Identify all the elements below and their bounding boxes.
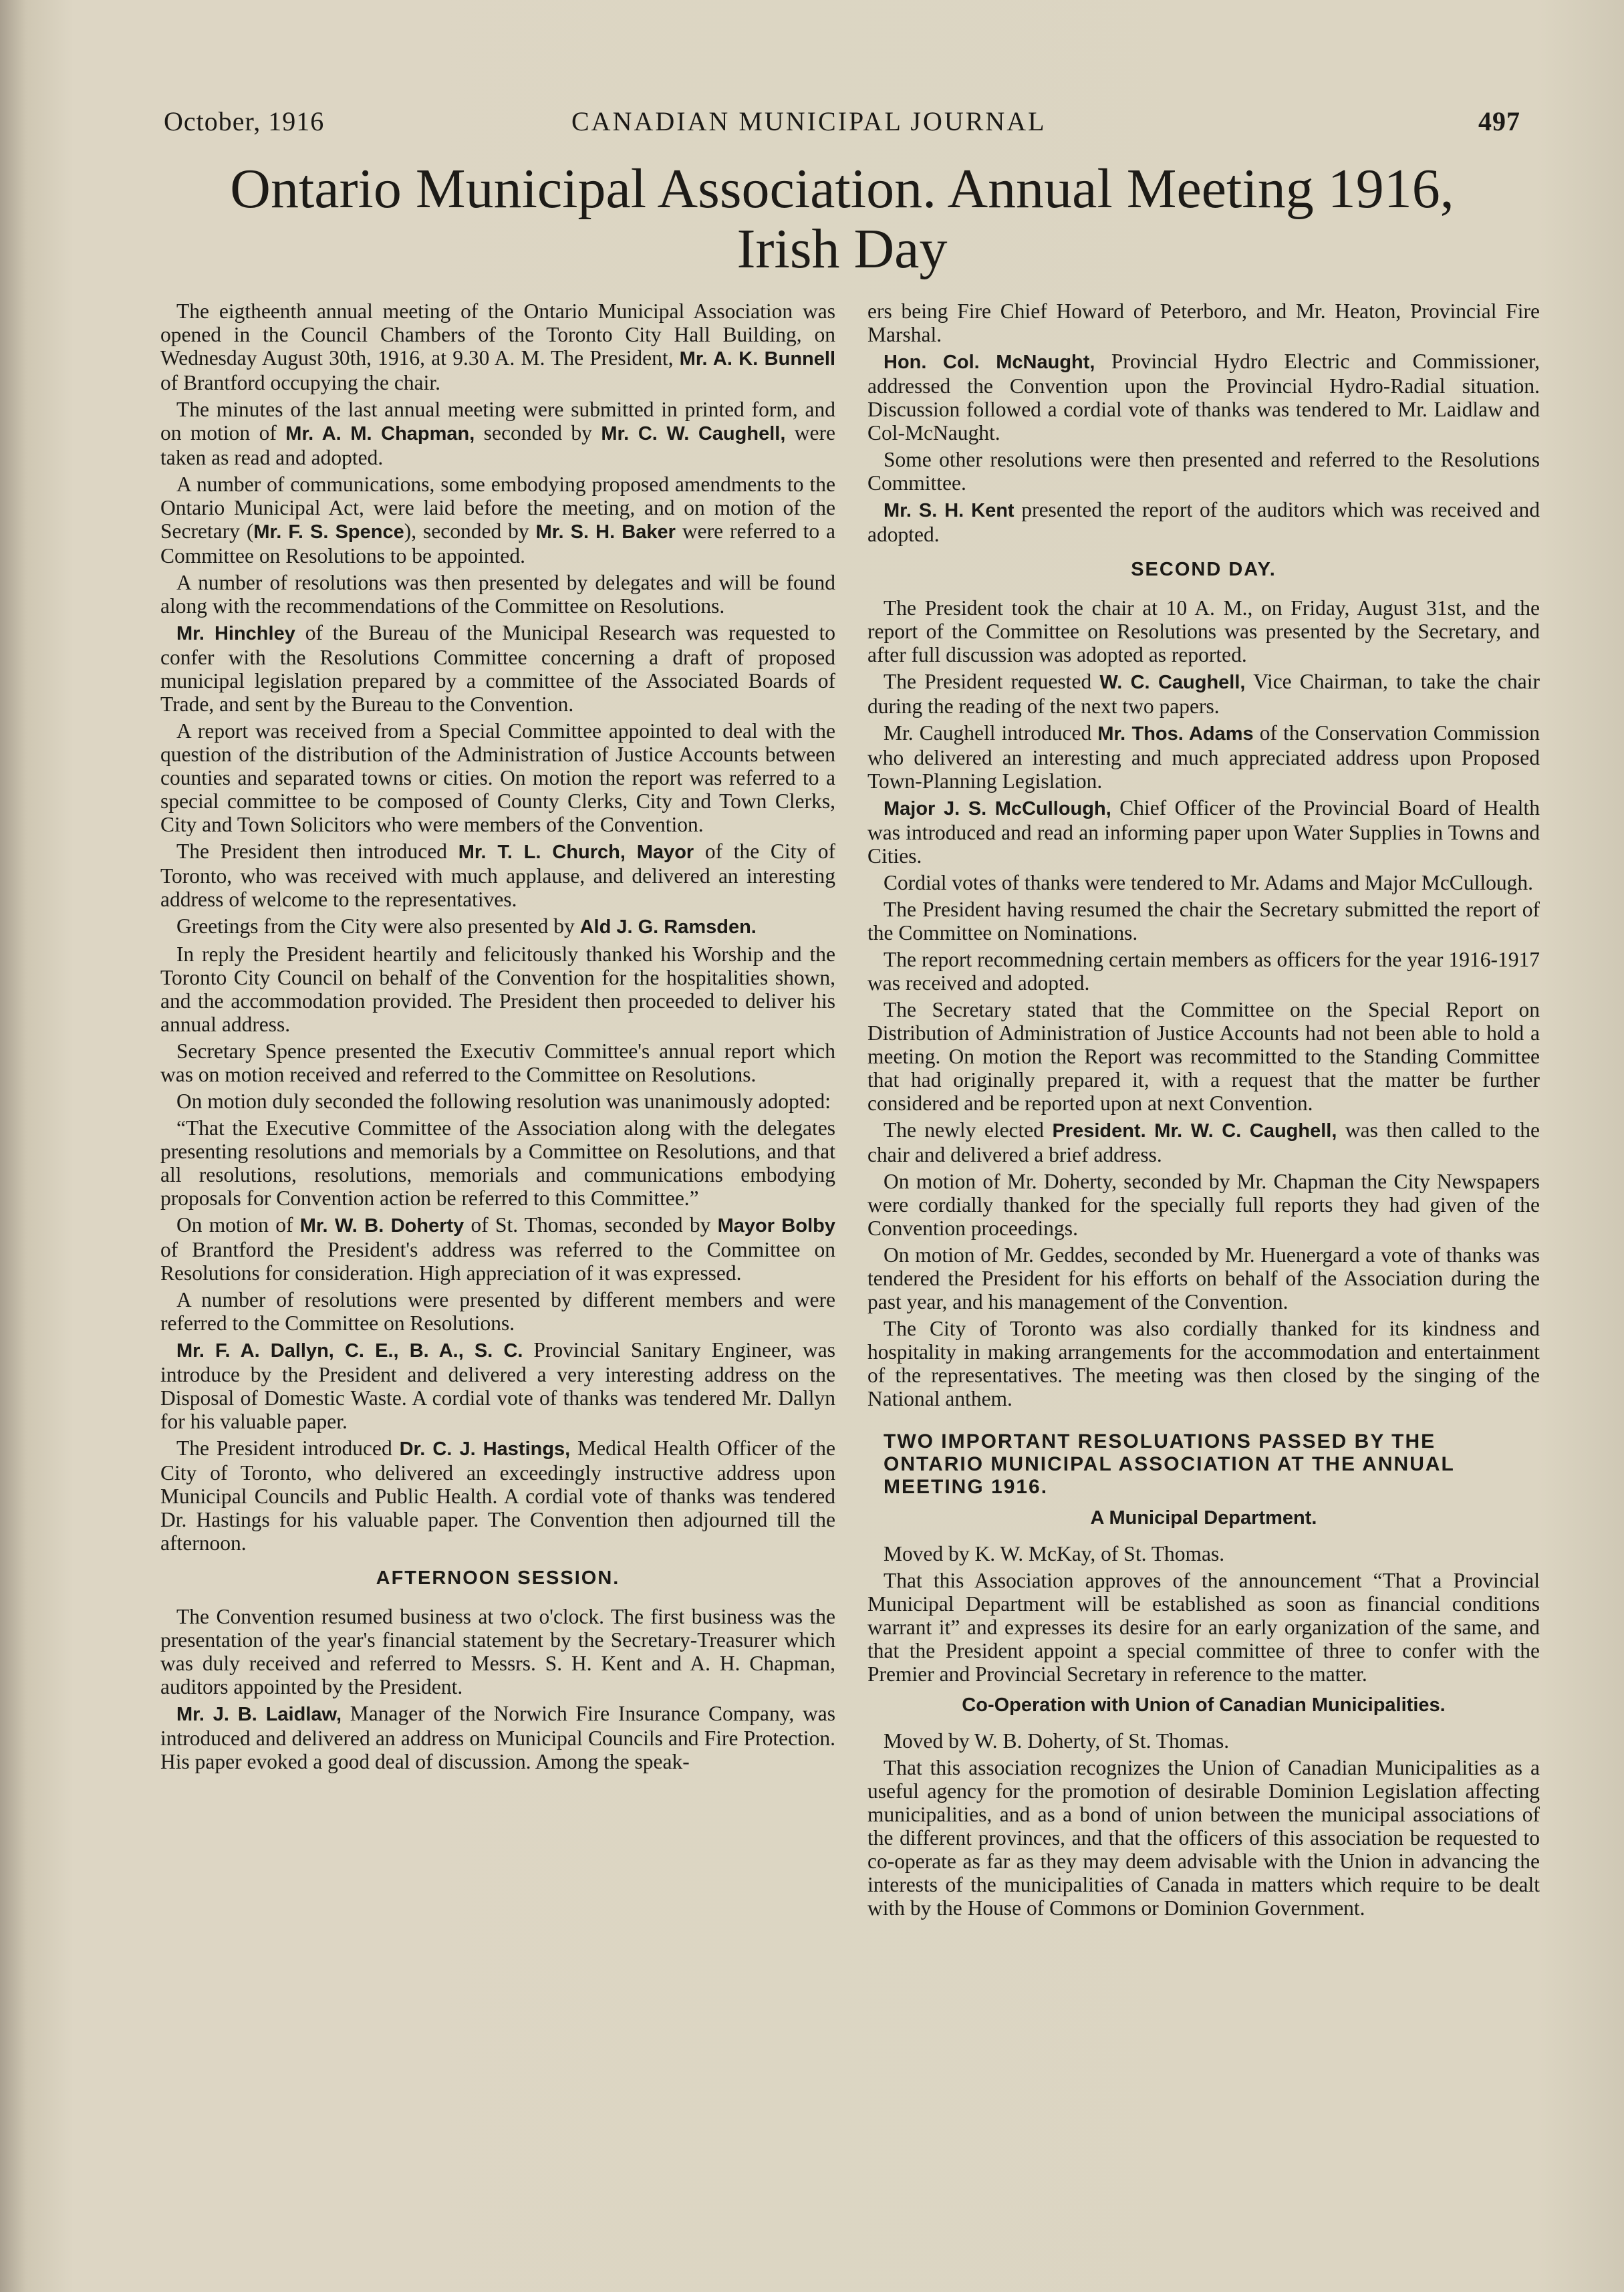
- article-title: [164, 159, 1520, 279]
- paragraph: The Convention resumed business at two o'clock. The first business was the presentation of the year's financial statement by the Secretary-Treasurer which was duly received and referred to Messrs. S. H. Kent and A. H. Chapman, auditors appointed by the President.: [160, 1605, 835, 1698]
- paragraph: That this association recognizes the Union of Canadian Municipalities as a useful agency for the promotion of desirable Dominion Legislation affecting municipalities, and as a bond of union between the municipal associations of the different provinces, and that the officers of this association be requested to co-operate as far as they may deem advisable with the Union in advancing the interests of the municipalities of Canada in matters which require to be dealt with by the House of Commons or Dominion Government.: [867, 1756, 1540, 1920]
- left-column: [160, 299, 835, 1777]
- paragraph: Moved by W. B. Doherty, of St. Thomas.: [884, 1729, 1230, 1753]
- paragraph: A number of communications, some embodying proposed amendments to the Ontario Municipal Act, were laid before the meeting, and on motion of the Secretary (Mr. F. S. Spence), seconded by Mr. S. H. Baker were referred to a Committee on Resolutions to be appointed.: [160, 473, 835, 567]
- paragraph: The President requested W. C. Caughell, Vice Chairman, to take the chair during the reading of the next two papers.: [867, 670, 1540, 718]
- resolution-quote: “That the Executive Committee of the Association along with the delegates presenting resolutions and memorials by a Committee on Resolutions, and that all resolutions, resolutions, memorials and communications embodying proposals for Convention action be referred to this Committee.”: [160, 1116, 835, 1210]
- paragraph: On motion of Mr. W. B. Doherty of St. Thomas, seconded by Mayor Bolby of Brantford the President's address was referred to the Committee on Resolutions for consideration. High appreciation of it was expressed.: [160, 1213, 835, 1285]
- paragraph: The President took the chair at 10 A. M., on Friday, August 31st, and the report of the Committee on Resolutions was presented by the Secretary, and after full discussion was adopted as reported.: [867, 596, 1540, 666]
- running-header: [164, 100, 1520, 147]
- paragraph: A number of resolutions were presented by different members and were referred to the Committee on Resolutions.: [160, 1288, 835, 1335]
- municipal-department-heading: A Municipal Department.: [1090, 1507, 1317, 1529]
- page-number: 497: [1478, 106, 1520, 136]
- paragraph: Cordial votes of thanks were tendered to Mr. Adams and Major McCullough.: [884, 871, 1533, 894]
- paragraph: Hon. Col. McNaught, Provincial Hydro Electric and Commissioner, addressed the Convention upon the Provincial Hydro-Radial situation. Discussion followed a cordial vote of thanks was tendered to Mr. Laidlaw and Col-McNaught.: [867, 350, 1540, 444]
- right-column: [867, 299, 1540, 1923]
- co-operation-heading: Co-Operation with Union of Canadian Municipalities.: [962, 1694, 1446, 1716]
- paragraph: The President having resumed the chair the Secretary submitted the report of the Committee on Nominations.: [867, 898, 1540, 944]
- paragraph: Mr. Caughell introduced Mr. Thos. Adams of the Conservation Commission who delivered an interesting and much appreciated address upon Proposed Town-Planning Legislation.: [867, 721, 1540, 793]
- paragraph: A number of resolutions was then presented by delegates and will be found along with the recommendations of the Committee on Resolutions.: [160, 571, 835, 618]
- paragraph: Secretary Spence presented the Executiv Committee's annual report which was on motion received and referred to the Committee on Resolutions.: [160, 1039, 835, 1086]
- paragraph: On motion of Mr. Doherty, seconded by Mr. Chapman the City Newspapers were cordially thanked for the specially full reports they had given of the Convention proceedings.: [867, 1170, 1540, 1240]
- paragraph: The City of Toronto was also cordially thanked for its kindness and hospitality in making arrangements for the accommodation and entertainment of the representatives. The meeting was then closed by the singing of the National anthem.: [867, 1317, 1540, 1410]
- paragraph: Moved by K. W. McKay, of St. Thomas.: [884, 1542, 1225, 1565]
- paragraph: That this Association approves of the announcement “That a Provincial Municipal Department will be established as soon as financial conditions warrant it” and expresses its desire for an early organization of the same, and that the President appoint a special committee of three to confer with the Premier and Provincial Secretary in reference to the matter.: [867, 1569, 1540, 1686]
- resolutions-heading: TWO IMPORTANT RESOLUATIONS PASSED BY THE ONTARIO MUNICIPAL ASSOCIATION AT THE ANNUAL MEETING 1916.: [884, 1430, 1455, 1498]
- second-day-heading: SECOND DAY.: [1131, 559, 1276, 580]
- article-title-line-1: Ontario Municipal Association. Annual Meeting 1916,: [230, 158, 1454, 220]
- paragraph: In reply the President heartily and felicitously thanked his Worship and the Toronto City Council on behalf of the Convention for the hospitalities shown, and the accommodation provided. The President then proceeded to deliver his annual address.: [160, 942, 835, 1036]
- paragraph: On motion of Mr. Geddes, seconded by Mr. Huenergard a vote of thanks was tendered the President for his efforts on behalf of the Association during the past year, and his management of the Convention.: [867, 1243, 1540, 1313]
- journal-title: CANADIAN MUNICIPAL JOURNAL: [571, 106, 1047, 136]
- paragraph: ers being Fire Chief Howard of Peterboro, and Mr. Heaton, Provincial Fire Marshal.: [867, 299, 1540, 346]
- paragraph: The minutes of the last annual meeting were submitted in printed form, and on motion of Mr. A. M. Chapman, seconded by Mr. C. W. Caughell, were taken as read and adopted.: [160, 398, 835, 469]
- paragraph: Mr. F. A. Dallyn, C. E., B. A., S. C. Provincial Sanitary Engineer, was introduce by the President and delivered a very interesting address on the Disposal of Domestic Waste. A cordial vote of thanks was tendered Mr. Dallyn for his valuable paper.: [160, 1338, 835, 1433]
- paragraph: Greetings from the City were also presented by Ald J. G. Ramsden.: [176, 914, 757, 938]
- paragraph: The newly elected President. Mr. W. C. Caughell, was then called to the chair and delivered a brief address.: [867, 1118, 1540, 1166]
- paragraph: The President then introduced Mr. T. L. Church, Mayor of the City of Toronto, who was received with much applause, and delivered an interesting address of welcome to the representatives.: [160, 840, 835, 911]
- paragraph: Mr. Hinchley of the Bureau of the Municipal Research was requested to confer with the Resolutions Committee concerning a draft of proposed municipal legislation prepared by a committee of the Associated Boards of Trade, and sent by the Bureau to the Convention.: [160, 621, 835, 716]
- paragraph: Major J. S. McCullough, Chief Officer of the Provincial Board of Health was introduced and read an informing paper upon Water Supplies in Towns and Cities.: [867, 796, 1540, 868]
- paragraph: Some other resolutions were then presented and referred to the Resolutions Committee.: [867, 448, 1540, 495]
- paragraph: A report was received from a Special Committee appointed to deal with the question of the distribution of the Administration of Justice Accounts between counties and separated towns or cities. On motion the report was referred to a special committee to be composed of County Clerks, City and Town Clerks, City and Town Solicitors who were members of the Convention.: [160, 719, 835, 836]
- issue-date: October, 1916: [164, 106, 325, 136]
- article-title-line-2: Irish Day: [736, 218, 948, 280]
- paragraph: Mr. J. B. Laidlaw, Manager of the Norwich Fire Insurance Company, was introduced and delivered an address on Municipal Councils and Fire Protection. His paper evoked a good deal of discussion. Among the speak-: [160, 1702, 835, 1773]
- afternoon-session-heading: AFTERNOON SESSION.: [376, 1567, 620, 1589]
- paragraph: The Secretary stated that the Committee on the Special Report on Distribution of Administration of Justice Accounts had not been able to hold a meeting. On motion the Report was recommitted to the Standing Committee that had originally prepared it, with a request that the matter be further considered and be reported upon at next Convention.: [867, 998, 1540, 1115]
- paragraph: The President introduced Dr. C. J. Hastings, Medical Health Officer of the City of Toronto, who delivered an exceedingly instructive address upon Municipal Councils and Public Health. A cordial vote of thanks was tendered Dr. Hastings for his valuable paper. The Convention then adjourned till the afternoon.: [160, 1436, 835, 1555]
- paragraph: On motion duly seconded the following resolution was unanimously adopted:: [176, 1090, 831, 1113]
- paragraph: The eigtheenth annual meeting of the Ontario Municipal Association was opened in the Council Chambers of the Toronto City Hall Building, on Wednesday August 30th, 1916, at 9.30 A. M. The President, Mr. A. K. Bunnell of Brantford occupying the chair.: [160, 299, 835, 394]
- paragraph: The report recommedning certain members as officers for the year 1916-1917 was received and adopted.: [867, 948, 1540, 995]
- paragraph: Mr. S. H. Kent presented the report of the auditors which was received and adopted.: [867, 498, 1540, 546]
